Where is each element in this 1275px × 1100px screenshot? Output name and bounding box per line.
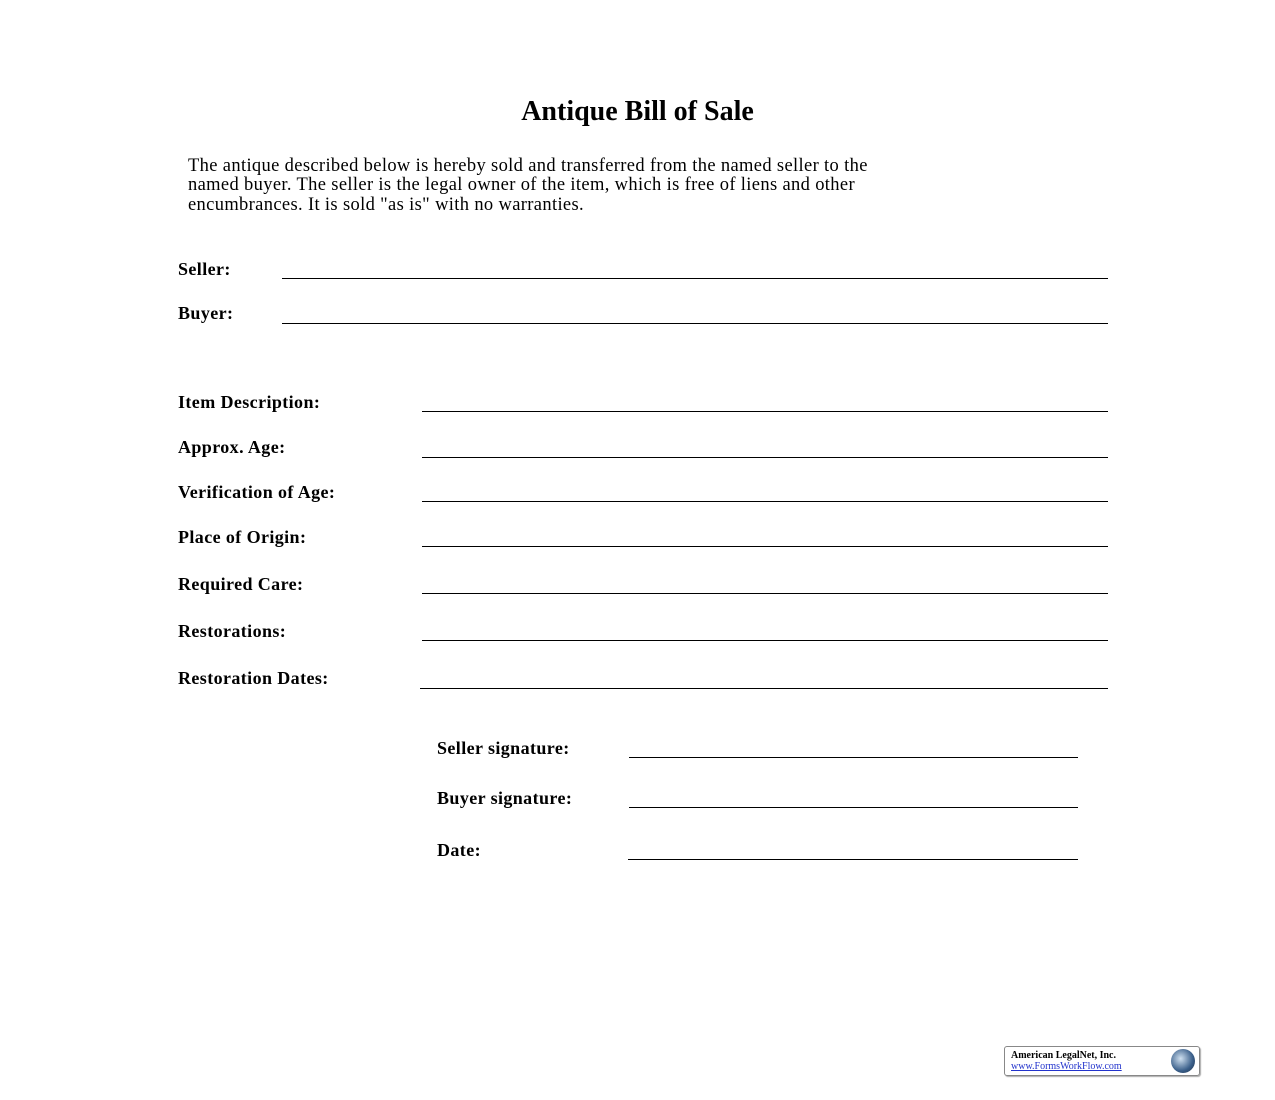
seller-signature-label: Seller signature: <box>437 738 570 758</box>
item-description-field[interactable] <box>422 411 1108 412</box>
restoration-dates-field[interactable] <box>420 688 1108 689</box>
buyer-field[interactable] <box>282 323 1108 324</box>
footer-logo <box>1004 1046 1200 1076</box>
buyer-signature-field[interactable] <box>629 807 1078 808</box>
restorations-label: Restorations: <box>178 621 287 641</box>
seller-signature-field[interactable] <box>629 757 1078 758</box>
required-care-field[interactable] <box>422 593 1108 594</box>
seller-field[interactable] <box>282 278 1108 279</box>
intro-line: encumbrances. It is sold "as is" with no warranties. <box>188 194 585 215</box>
approx-age-field[interactable] <box>422 457 1108 458</box>
seller-label: Seller: <box>178 259 231 279</box>
verification-field[interactable] <box>422 501 1108 502</box>
document-title: Antique Bill of Sale <box>521 96 754 127</box>
globe-icon <box>1171 1049 1195 1073</box>
origin-field[interactable] <box>422 546 1108 547</box>
buyer-signature-label: Buyer signature: <box>437 788 573 808</box>
date-label: Date: <box>437 840 481 860</box>
buyer-label: Buyer: <box>178 303 234 323</box>
intro-line: The antique described below is hereby sold and transferred from the named seller to the <box>188 156 868 176</box>
approx-age-label: Approx. Age: <box>178 437 286 457</box>
restoration-dates-label: Restoration Dates: <box>178 668 329 688</box>
date-field[interactable] <box>628 859 1078 860</box>
restorations-field[interactable] <box>422 640 1108 641</box>
required-care-label: Required Care: <box>178 574 304 594</box>
origin-label: Place of Origin: <box>178 527 307 547</box>
footer-company: American LegalNet, Inc. <box>1011 1050 1116 1061</box>
intro-line: named buyer. The seller is the legal owner of the item, which is free of liens and other <box>188 175 855 196</box>
item-description-label: Item Description: <box>178 392 321 412</box>
footer-url-link[interactable]: www.FormsWorkFlow.com <box>1011 1061 1122 1072</box>
intro-paragraph <box>188 157 1088 215</box>
verification-label: Verification of Age: <box>178 482 336 502</box>
